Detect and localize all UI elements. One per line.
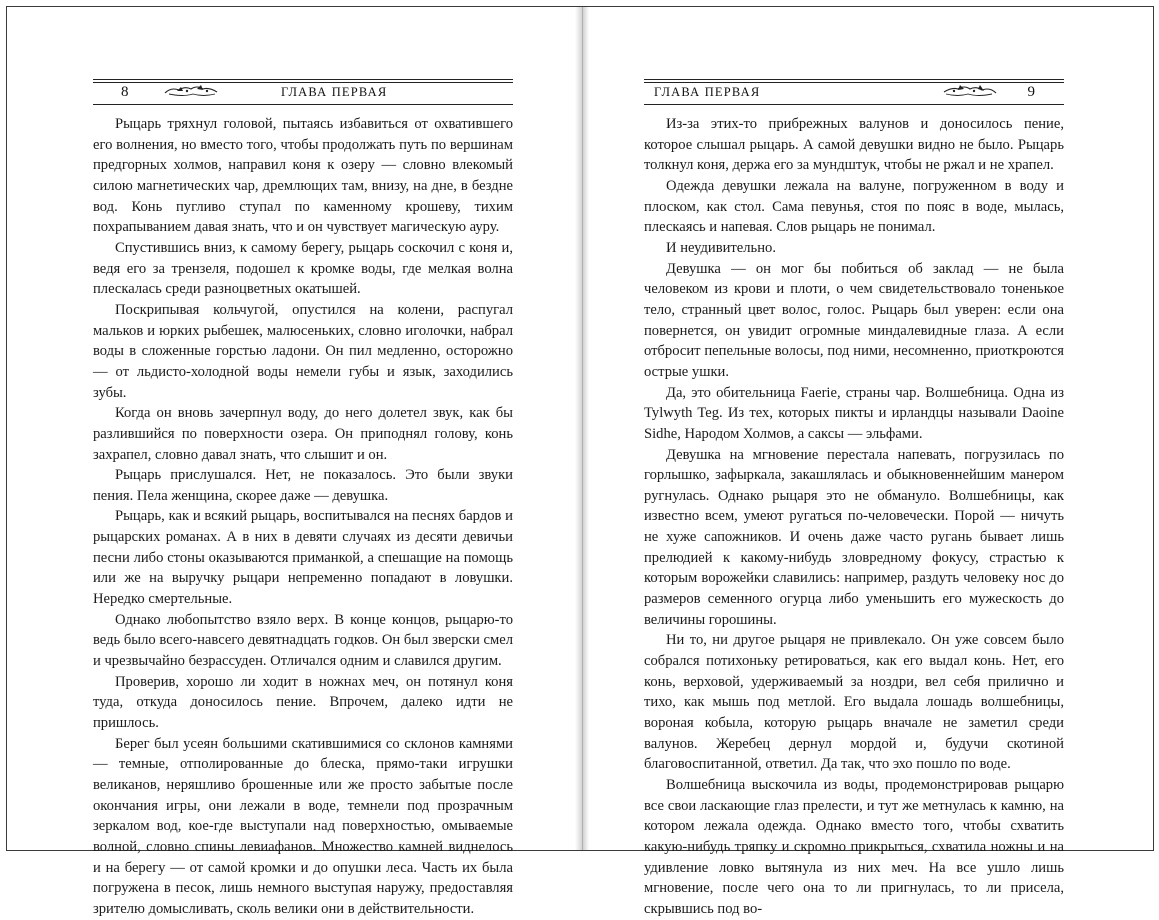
paragraph: Рыцарь тряхнул головой, пытаясь избавиться от охватившего его волнения, но вместо того, чтобы продолжать путь по вершинам предгорных холмов, направил коня к озеру — словно влекомый силою магнетических чар, дремлющих там, внизу, на дне, в бездне вод. Конь пугливо ступал по каменному крошеву, тихим похрапыванием давая знать, что и он чувствует магическую ауру. (93, 116, 513, 236)
paragraph: Одежда девушки лежала на валуне, погруженном в воду и плоском, как стол. Сама певунья, стоя по пояс в воде, мылась, плескаясь и напевая. Слов рыцарь не понимал. (644, 177, 1064, 236)
book-spread (6, 6, 1154, 917)
left-body-text (93, 114, 513, 920)
wolf-ornament-icon (163, 83, 219, 104)
left-page-number: 8 (121, 84, 130, 100)
wolf-ornament-icon (942, 83, 998, 104)
paragraph: Да, это обительница Faerie, страны чар. Волшебница. Одна из Tylwyth Teg. Из тех, которых пикты и ирландцы называли Daoine Sidhe, Народом Холмов, а саксы — эльфами. (644, 384, 1064, 442)
right-chapter-title: ГЛАВА ПЕРВАЯ (654, 85, 761, 99)
paragraph: Девушка на мгновение перестала напевать, погрузилась по горлышко, зафыркала, закашлялась и обыкновеннейшим манером ругнулась. Однако рыцаря это не обмануло. Волшебницы, как известно всем, умеют ругаться по-человечески. Порой — ничуть не хуже сапожников. И очень даже часто ругань бывает лишь прелюдией к какому-нибудь зловредному фокусу, страстью к которым ворожейки славились: например, раздуть человеку нос до размеров семенного огурца либо уменьшить его мужескость до величины горошины. (644, 446, 1064, 628)
right-running-header (644, 79, 1064, 105)
paragraph: И неудивительно. (666, 239, 776, 256)
paragraph: Рыцарь, как и всякий рыцарь, воспитывался на песнях бардов и рыцарских романах. А в них в девяти случаях из десяти девичьи песни либо стоны оказываются приманкой, а спешащие на помощь или же на выручку рыцари непременно попадают в ловушки. Нередко смертельные. (93, 508, 513, 608)
paragraph: Девушка — он мог бы побиться об заклад — не была человеком из крови и плоти, о чем свидетельствовало тоненькое тело, странный цвет волос, голос. Рыцарь был уверен: если она повернется, он увидит огромные миндалевидные глаза. А если отбросит пепельные волосы, под ними, несомненно, приоткроются острые ушки. (644, 260, 1064, 380)
right-body-text (644, 114, 1064, 920)
paragraph: Волшебница выскочила из воды, продемонстрировав рыцарю все свои ласкающие глаз прелести, и тут же метнулась к камню, на котором лежала одежда. Однако вместо того, чтобы схватить какую-нибудь тряпку и скромно прикрыться, схватила ножны и на удивление ловко вытянула из них меч. На все ушло лишь мгновение, после чего она то ли пригнулась, то ли присела, скрывшись под во- (644, 777, 1064, 917)
paragraph: Из-за этих-то прибрежных валунов и доносилось пение, которое слышал рыцарь. А самой девушки видно не было. Рыцарь толкнул коня, держа его за мундштук, чтобы не ржал и не храпел. (644, 116, 1064, 174)
right-page (644, 79, 1064, 920)
paragraph: Поскрипывая кольчугой, опустился на колени, распугал мальков и юрких рыбешек, малюсеньких, словно иголочки, набрал воды в сложенные горстью ладони. Он пил медленно, осторожно — от льдисто-холодной воды немели губы и язык, заходились зубы. (93, 301, 513, 401)
paragraph: Ни то, ни другое рыцаря не привлекало. Он уже совсем было собрался потихоньку ретироваться, как его выдал конь. Нет, его конь, верховой, удерживаемый за ноздри, вел себя прилично и тихо, как мышь под метлой. Его выдала лошадь волшебницы, вороная кобыла, которую рыцарь вначале не заметил среди валунов. Жеребец дернул мордой и, будучи скотиной благовоспитанной, ответил. Да так, что эхо пошло по воде. (644, 632, 1064, 773)
left-running-header (93, 79, 513, 105)
right-page-number: 9 (1027, 84, 1036, 100)
paragraph: Спустившись вниз, к самому берегу, рыцарь соскочил с коня и, ведя его за трензеля, подошел к кромке воды, где мелкая волна плескалась среди разноцветных окатышей. (93, 239, 513, 298)
paragraph: Однако любопытство взяло верх. В конце концов, рыцарю-то ведь было всего-навсего девятнадцать годков. Он был зверски смел и чрезвычайно безрассуден. Отличался одним и славился другим. (93, 611, 513, 670)
gutter-fold-line (582, 7, 583, 850)
left-page (93, 79, 513, 920)
paragraph: Проверив, хорошо ли ходит в ножнах меч, он потянул коня туда, откуда доносилось пение. Впрочем, далеко идти не пришлось. (93, 673, 513, 732)
paragraph: Рыцарь прислушался. Нет, не показалось. Это были звуки пения. Пела женщина, скорее даже — девушка. (93, 467, 513, 504)
paragraph: Когда он вновь зачерпнул воду, до него долетел звук, как бы разлившийся по поверхности озера. Он приподнял голову, конь захрапел, словно давал знать, что слышит и он. (93, 405, 513, 463)
paragraph: Берег был усеян большими скатившимися со склонов камнями — темные, отполированные до блеска, прямо-таки игрушки великанов, неряшливо брошенные или же просто забытые после окончания игры, они лежали в воде, темнели под прозрачным зеркалом вод, кое-где выступали над поверхностью, омываемые волной, словно спины левиафанов. Множество камней виднелось и на берегу — от самой кромки и до опушки леса. Часть их была погружена в песок, лишь немного выступая наружу, предоставляя зрителю домысливать, сколь велики они в действительности. (93, 735, 513, 917)
left-chapter-title: ГЛАВА ПЕРВАЯ (281, 85, 388, 99)
